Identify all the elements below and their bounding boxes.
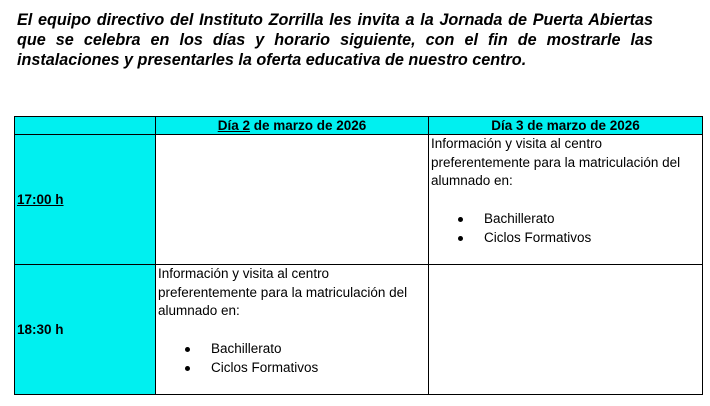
empty-cell [429, 265, 703, 395]
invitation-text: El equipo directivo del Instituto Zorrilla les invita a la Jornada de Puerta Abiertas que se celebra en los días y horario siguiente, con el fin de mostrarle las instalaciones y presentarles la oferta educativa de nuestro centro. [17, 11, 653, 69]
list-item: Bachillerato [211, 340, 426, 359]
info-cell [156, 265, 429, 395]
list-item: Bachillerato [484, 210, 700, 229]
time-label: 17:00 h [17, 192, 64, 207]
header-day-1-rest: de marzo de 2026 [249, 118, 367, 133]
list-item: Ciclos Formativos [484, 229, 700, 248]
schedule-table [14, 116, 703, 395]
info-text: Información y visita al centro preferentemente para la matriculación del alumnado en: [431, 136, 681, 189]
header-day-1 [156, 117, 429, 135]
info-text: Información y visita al centro preferentemente para la matriculación del alumnado en: [158, 266, 408, 319]
table-header-row [15, 117, 703, 135]
time-cell-1700 [15, 135, 156, 265]
header-empty-cell [15, 117, 156, 135]
options-list [431, 210, 700, 247]
table-row [15, 265, 703, 395]
header-day-2: Día 3 de marzo de 2026 [429, 117, 703, 135]
table-row [15, 135, 703, 265]
time-label: 18:30 h [17, 322, 64, 337]
options-list [158, 340, 426, 377]
header-day-1-prefix: Día 2 [217, 118, 250, 133]
info-cell [429, 135, 703, 265]
empty-cell [156, 135, 429, 265]
time-cell-1830 [15, 265, 156, 395]
list-item: Ciclos Formativos [211, 359, 426, 378]
